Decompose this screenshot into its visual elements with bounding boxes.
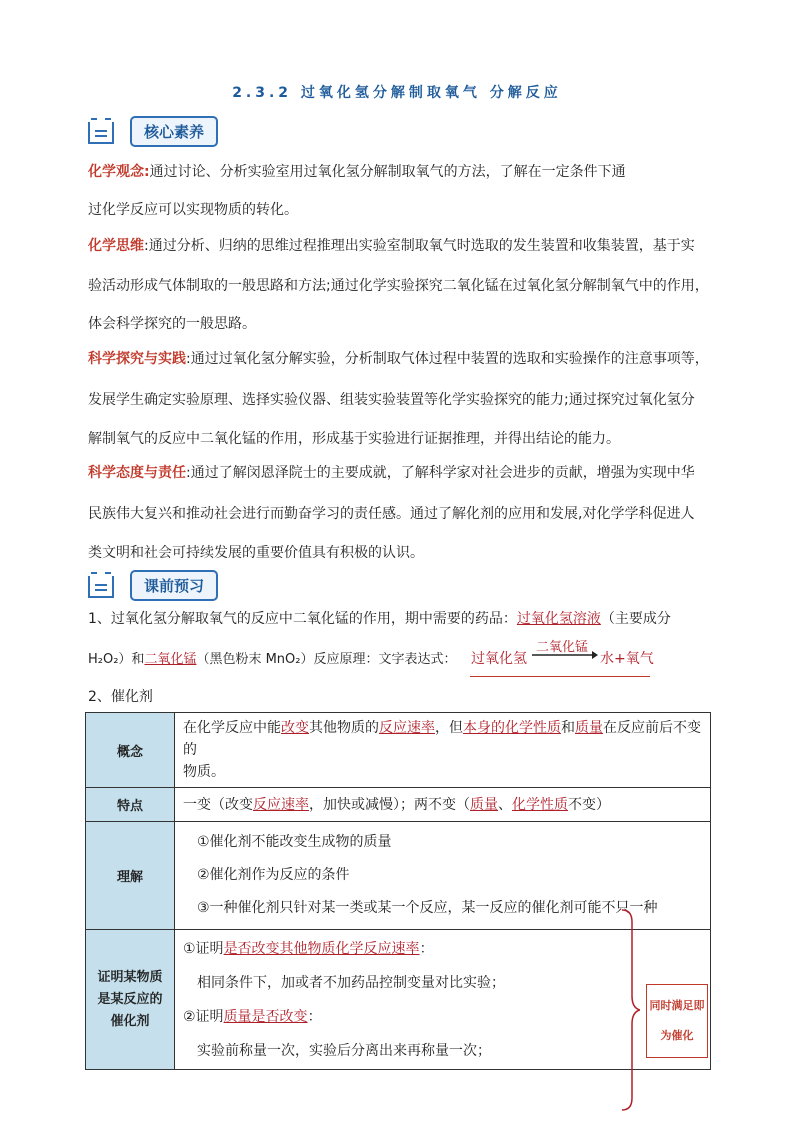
- core-p3-line3: 解制氧气的反应中二氧化锰的作用，形成基于实验进行证据推理，并得出结论的能力。: [88, 431, 620, 447]
- preview-q1-d: （黑色粉末 MnO₂）反应原理：文字表达式：: [196, 652, 457, 667]
- core-p1-label: 化学观念:: [88, 164, 150, 180]
- core-p3-label: 科学探究与实践: [88, 351, 186, 367]
- core-p2-line1: [88, 235, 718, 255]
- core-p1-line1: [88, 161, 718, 181]
- preview-q1-fill1: 过氧化氢溶液: [516, 611, 601, 627]
- section-core-title: 核心素养: [130, 116, 218, 147]
- t: ，但: [435, 720, 463, 736]
- section-core-header: [88, 114, 218, 148]
- core-p2-text-a: :通过分析、归纳的思维过程推理出实验室制取氧气时选取的发生装置和收集装置，基于实: [144, 238, 695, 254]
- t: 是否改变其他物质化学反应速率: [223, 940, 420, 957]
- t: 质量是否改变: [223, 1008, 308, 1025]
- section-preview-title: 课前预习: [130, 570, 218, 601]
- core-p2-label: 化学思维: [88, 238, 144, 254]
- core-p3-text-a: :通过过氧化氢分解实验，分析制取气体过程中装置的选取和实验操作的注意事项等，: [186, 351, 709, 367]
- t: ，加快或减慢）；两不变（: [309, 796, 470, 813]
- t: 和: [561, 720, 575, 736]
- table-cell-feature: [175, 788, 711, 822]
- preview-q1-line1: [88, 608, 718, 628]
- core-p1-text-a: 通过讨论、分析实验室用过氧化氢分解制取氧气的方法，了解在一定条件下通: [149, 164, 626, 180]
- table-head-feature: 特点: [86, 788, 175, 822]
- t: 改变: [281, 720, 309, 736]
- table-row: [86, 822, 711, 930]
- t: 本身的化学性质: [463, 720, 561, 736]
- core-p2-line3: 体会科学探究的一般思路。: [88, 316, 256, 332]
- table-row: [86, 788, 711, 822]
- t: 化学性质: [512, 796, 568, 813]
- equation-condition: 二氧化锰: [536, 640, 589, 655]
- t: 其他物质的: [309, 720, 379, 736]
- table-row: [86, 713, 711, 788]
- t: 不变）: [568, 796, 610, 813]
- t: 物质。: [183, 764, 225, 780]
- list-icon: [88, 118, 116, 144]
- t: 、: [498, 796, 512, 813]
- equation-left: 过氧化氢: [471, 651, 527, 667]
- table-head-proof: 证明某物质是某反应的催化剂: [86, 930, 175, 1070]
- core-p4-label: 科学态度与责任: [88, 465, 186, 481]
- catalyst-table: [85, 712, 711, 1070]
- list-icon: [88, 572, 116, 598]
- t: 实验前称量一次，实验后分离出来再称量一次；: [197, 1042, 491, 1059]
- preview-q1-c: H₂O₂）和: [88, 652, 145, 667]
- equation-arrow: [532, 650, 598, 660]
- table-row: [86, 930, 711, 1070]
- t: ：: [307, 1008, 322, 1025]
- curly-bracket: [620, 908, 640, 1112]
- t: ①催化剂不能改变生成物的质量: [197, 834, 392, 850]
- t: ：: [419, 940, 434, 957]
- core-p1-line2: 过化学反应可以实现物质的转化。: [88, 202, 298, 218]
- t: 在化学反应中能: [183, 720, 281, 736]
- core-p4-line3: 类文明和社会可持续发展的重要价值具有积极的认识。: [88, 545, 424, 561]
- section-preview-header: [88, 568, 218, 602]
- t: ②证明: [183, 1008, 224, 1025]
- page-title: 2.3.2 过氧化氢分解制取氧气 分解反应: [232, 85, 562, 101]
- equation-underline: [470, 676, 650, 677]
- table-head-understand: 理解: [86, 822, 175, 930]
- core-p4-line2: 民族伟大复兴和推动社会进行而勤奋学习的责任感。通过了解化剂的应用和发展,对化学学科促进人: [88, 506, 695, 522]
- t: ③一种催化剂只针对某一类或某一个反应，某一反应的催化剂可能不只一种: [197, 900, 658, 916]
- core-p3-line1: [88, 348, 718, 368]
- preview-q1-fill2: 二氧化锰: [144, 652, 197, 667]
- t: ①证明: [183, 940, 224, 957]
- note-box: 同时满足即为催化: [646, 984, 708, 1058]
- t: 质量: [470, 796, 498, 813]
- table-cell-concept: [175, 713, 711, 788]
- core-p4-text-a: :通过了解闵恩泽院士的主要成就，了解科学家对社会进步的贡献，增强为实现中华: [186, 465, 695, 481]
- preview-q2: 2、催化剂: [88, 689, 153, 705]
- t: 一变（改变: [183, 796, 253, 813]
- preview-q1-b: （主要成分: [600, 611, 671, 627]
- core-p4-line1: [88, 462, 718, 482]
- t: 相同条件下，加或者不加药品控制变量对比实验；: [197, 974, 505, 991]
- t: ②催化剂作为反应的条件: [197, 867, 350, 883]
- table-head-concept: 概念: [86, 713, 175, 788]
- core-p2-line2: 验活动形成气体制取的一般思路和方法;通过化学实验探究二氧化锰在过氧化氢分解制氧气中的作用，: [88, 278, 709, 294]
- preview-q1-a: 1、过氧化氢分解取氧气的反应中二氧化锰的作用，期中需要的药品：: [88, 611, 517, 627]
- t: 反应速率: [379, 720, 435, 736]
- equation-right: 水+氧气: [600, 651, 654, 667]
- t: 质量: [575, 720, 603, 736]
- t: 在反应前后不变的: [183, 720, 701, 758]
- t: 反应速率: [253, 796, 309, 813]
- core-p3-line2: 发展学生确定实验原理、选择实验仪器、组装实验装置等化学实验探究的能力;通过探究过氧化氢分: [88, 392, 695, 408]
